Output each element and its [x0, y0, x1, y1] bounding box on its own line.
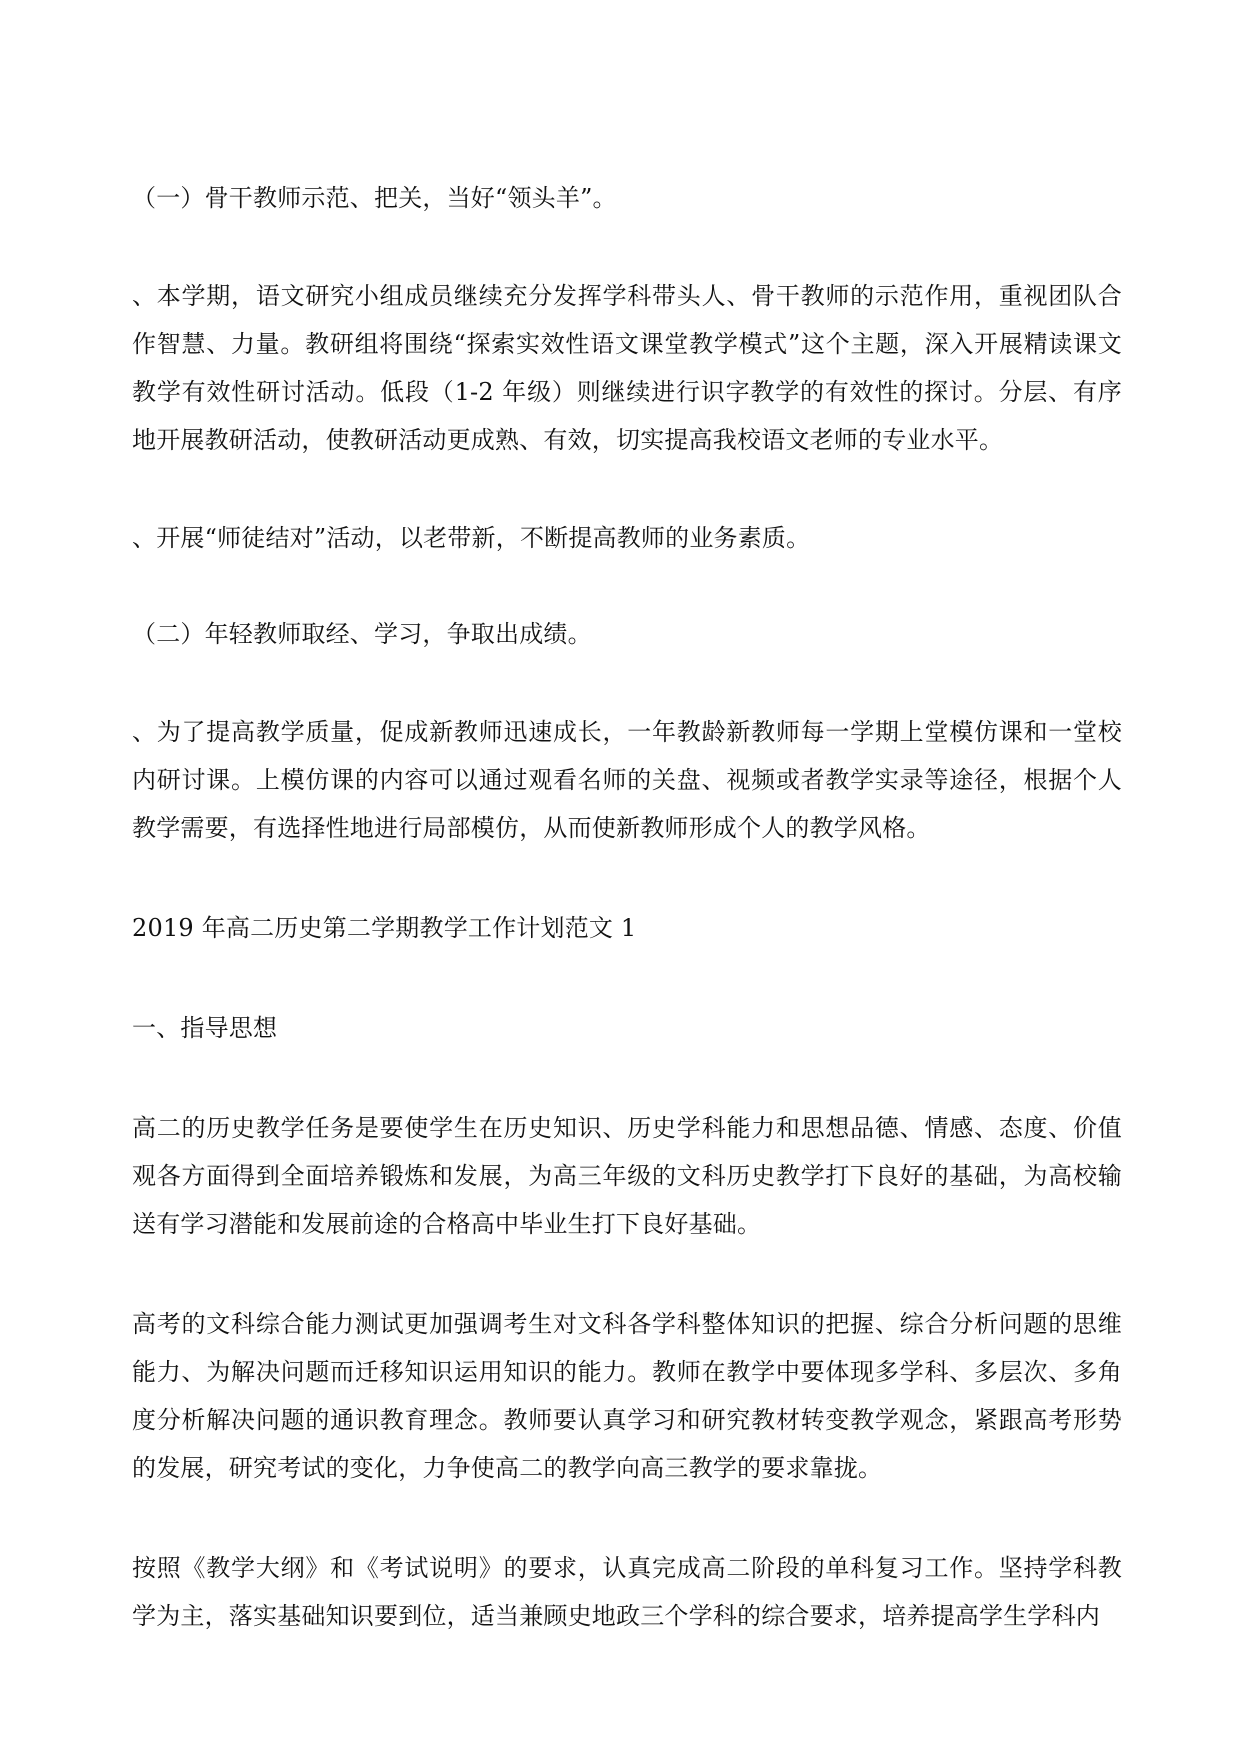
paragraph-syllabus-review: 按照《教学大纲》和《考试说明》的要求，认真完成高二阶段的单科复习工作。坚持学科教学为主，落实基础知识要到位，适当兼顾史地政三个学科的综合要求，培养提高学生学科内 — [132, 1554, 1122, 1630]
section-heading-young-teachers: （二）年轻教师取经、学习，争取出成绩。 — [132, 620, 592, 648]
paragraph-new-teachers: 、为了提高教学质量，促成新教师迅速成长，一年教龄新教师每一学期上堂模仿课和一堂校内研讨课。上模仿课的内容可以通过观看名师的关盘、视频或者教学实录等途径，根据个人教学需要，有选择性地进行局部模仿，从而使新教师形成个人的教学风格。 — [132, 718, 1122, 842]
section-heading-guiding-ideology: 一、指导思想 — [132, 1014, 278, 1042]
paragraph-history-teaching-task: 高二的历史教学任务是要使学生在历史知识、历史学科能力和思想品德、情感、态度、价值观各方面得到全面培养锻炼和发展，为高三年级的文科历史教学打下良好的基础，为高校输送有学习潜能和发展前途的合格高中毕业生打下良好基础。 — [132, 1114, 1122, 1238]
paragraph-exam-requirements: 高考的文科综合能力测试更加强调考生对文科各学科整体知识的把握、综合分析问题的思维能力、为解决问题而迁移知识运用知识的能力。教师在教学中要体现多学科、多层次、多角度分析解决问题的通识教育理念。教师要认真学习和研究教材转变教学观念，紧跟高考形势的发展，研究考试的变化，力争使高二的教学向高三教学的要求靠拢。 — [132, 1310, 1122, 1482]
document-body — [132, 174, 1122, 1640]
section-heading-backbone-teachers: （一）骨干教师示范、把关，当好“领头羊”。 — [132, 184, 617, 212]
paragraph-mentoring: 、开展“师徒结对”活动，以老带新，不断提高教师的业务素质。 — [132, 524, 811, 552]
document-title: 2019 年高二历史第二学期教学工作计划范文 1 — [132, 914, 637, 942]
paragraph-research-group: 、本学期，语文研究小组成员继续充分发挥学科带头人、骨干教师的示范作用，重视团队合作智慧、力量。教研组将围绕“探索实效性语文课堂教学模式”这个主题，深入开展精读课文教学有效性研讨活动。低段（1-2 年级）则继续进行识字教学的有效性的探讨。分层、有序地开展教研活动，使教研活动更成熟、有效，切实提高我校语文老师的专业水平。 — [132, 282, 1122, 454]
